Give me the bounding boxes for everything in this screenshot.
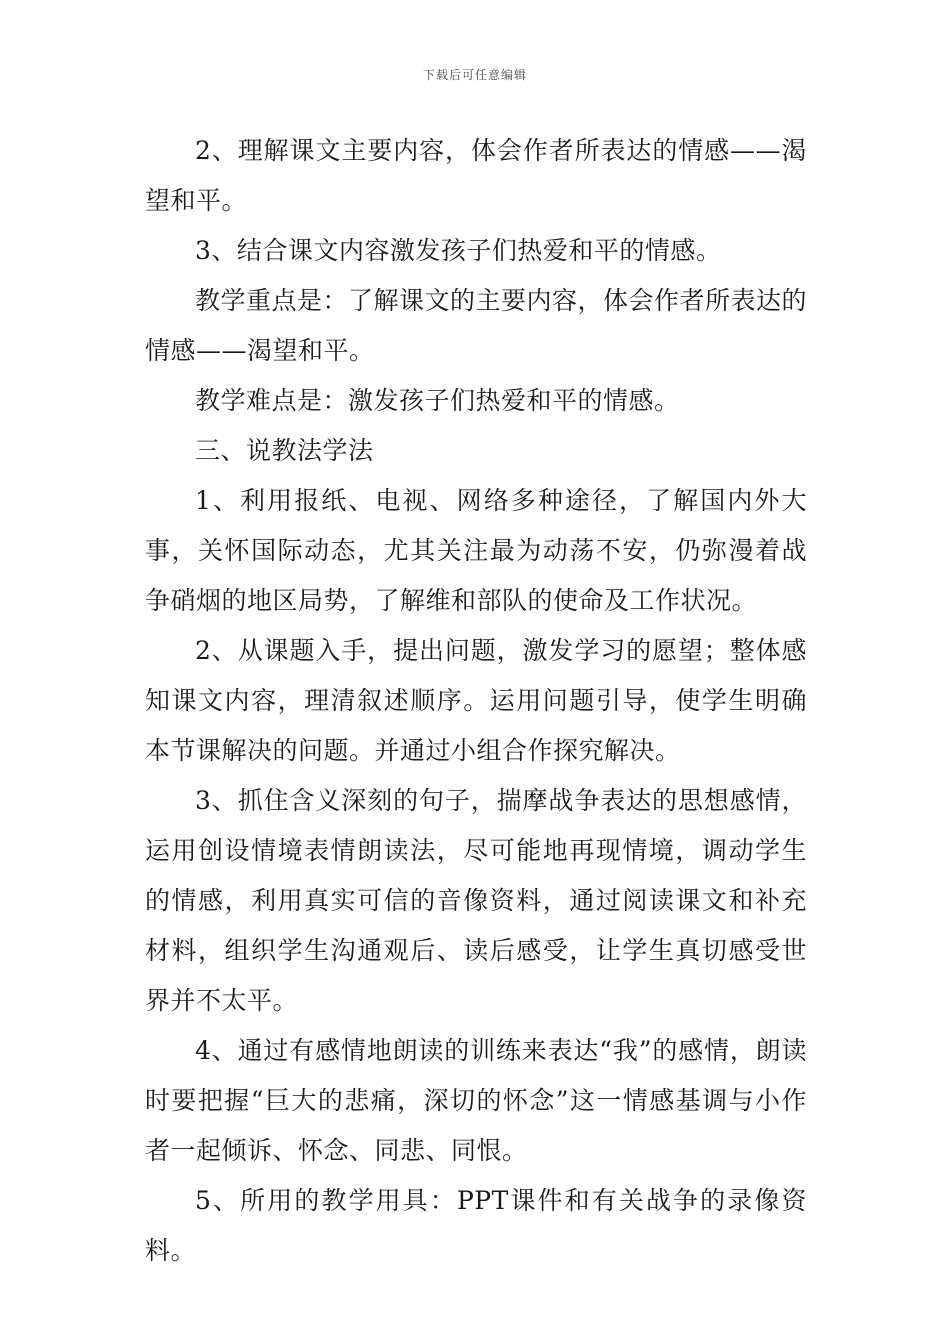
section-heading-methods: 三、说教法学法 — [195, 436, 374, 465]
document-body — [145, 126, 807, 1276]
objective-3-paragraph: 3、结合课文内容激发孩子们热爱和平的情感。 — [195, 236, 722, 265]
method-3-paragraph: 3、抓住含义深刻的句子，揣摩战争表达的思想感情，运用创设情境表情朗读法，尽可能地再现情境，调动学生的情感，利用真实可信的音像资料，通过阅读课文和补充材料，组织学生沟通观后、读后感受，让学生真切感受世界并不太平。 — [145, 786, 807, 1015]
teaching-focus-paragraph: 教学重点是：了解课文的主要内容，体会作者所表达的情感——渴望和平。 — [145, 286, 808, 365]
method-1-paragraph: 1、利用报纸、电视、网络多种途径，了解国内外大事，关怀国际动态，尤其关注最为动荡不安，仍弥漫着战争硝烟的地区局势，了解维和部队的使命及工作状况。 — [145, 486, 807, 615]
method-2-paragraph: 2、从课题入手，提出问题，激发学习的愿望；整体感知课文内容，理清叙述顺序。运用问题引导，使学生明确本节课解决的问题。并通过小组合作探究解决。 — [145, 636, 807, 765]
page-header: 下载后可任意编辑 — [422, 68, 527, 82]
method-5-paragraph: 5、所用的教学用具：PPT课件和有关战争的录像资料。 — [145, 1186, 807, 1265]
teaching-difficulty-paragraph: 教学难点是：激发孩子们热爱和平的情感。 — [195, 386, 680, 415]
method-4-paragraph: 4、通过有感情地朗读的训练来表达“我”的感情，朗读时要把握“巨大的悲痛，深切的怀念”这一情感基调与小作者一起倾诉、怀念、同悲、同恨。 — [145, 1036, 807, 1165]
objective-2-paragraph: 2、理解课文主要内容，体会作者所表达的情感——渴望和平。 — [145, 136, 807, 215]
